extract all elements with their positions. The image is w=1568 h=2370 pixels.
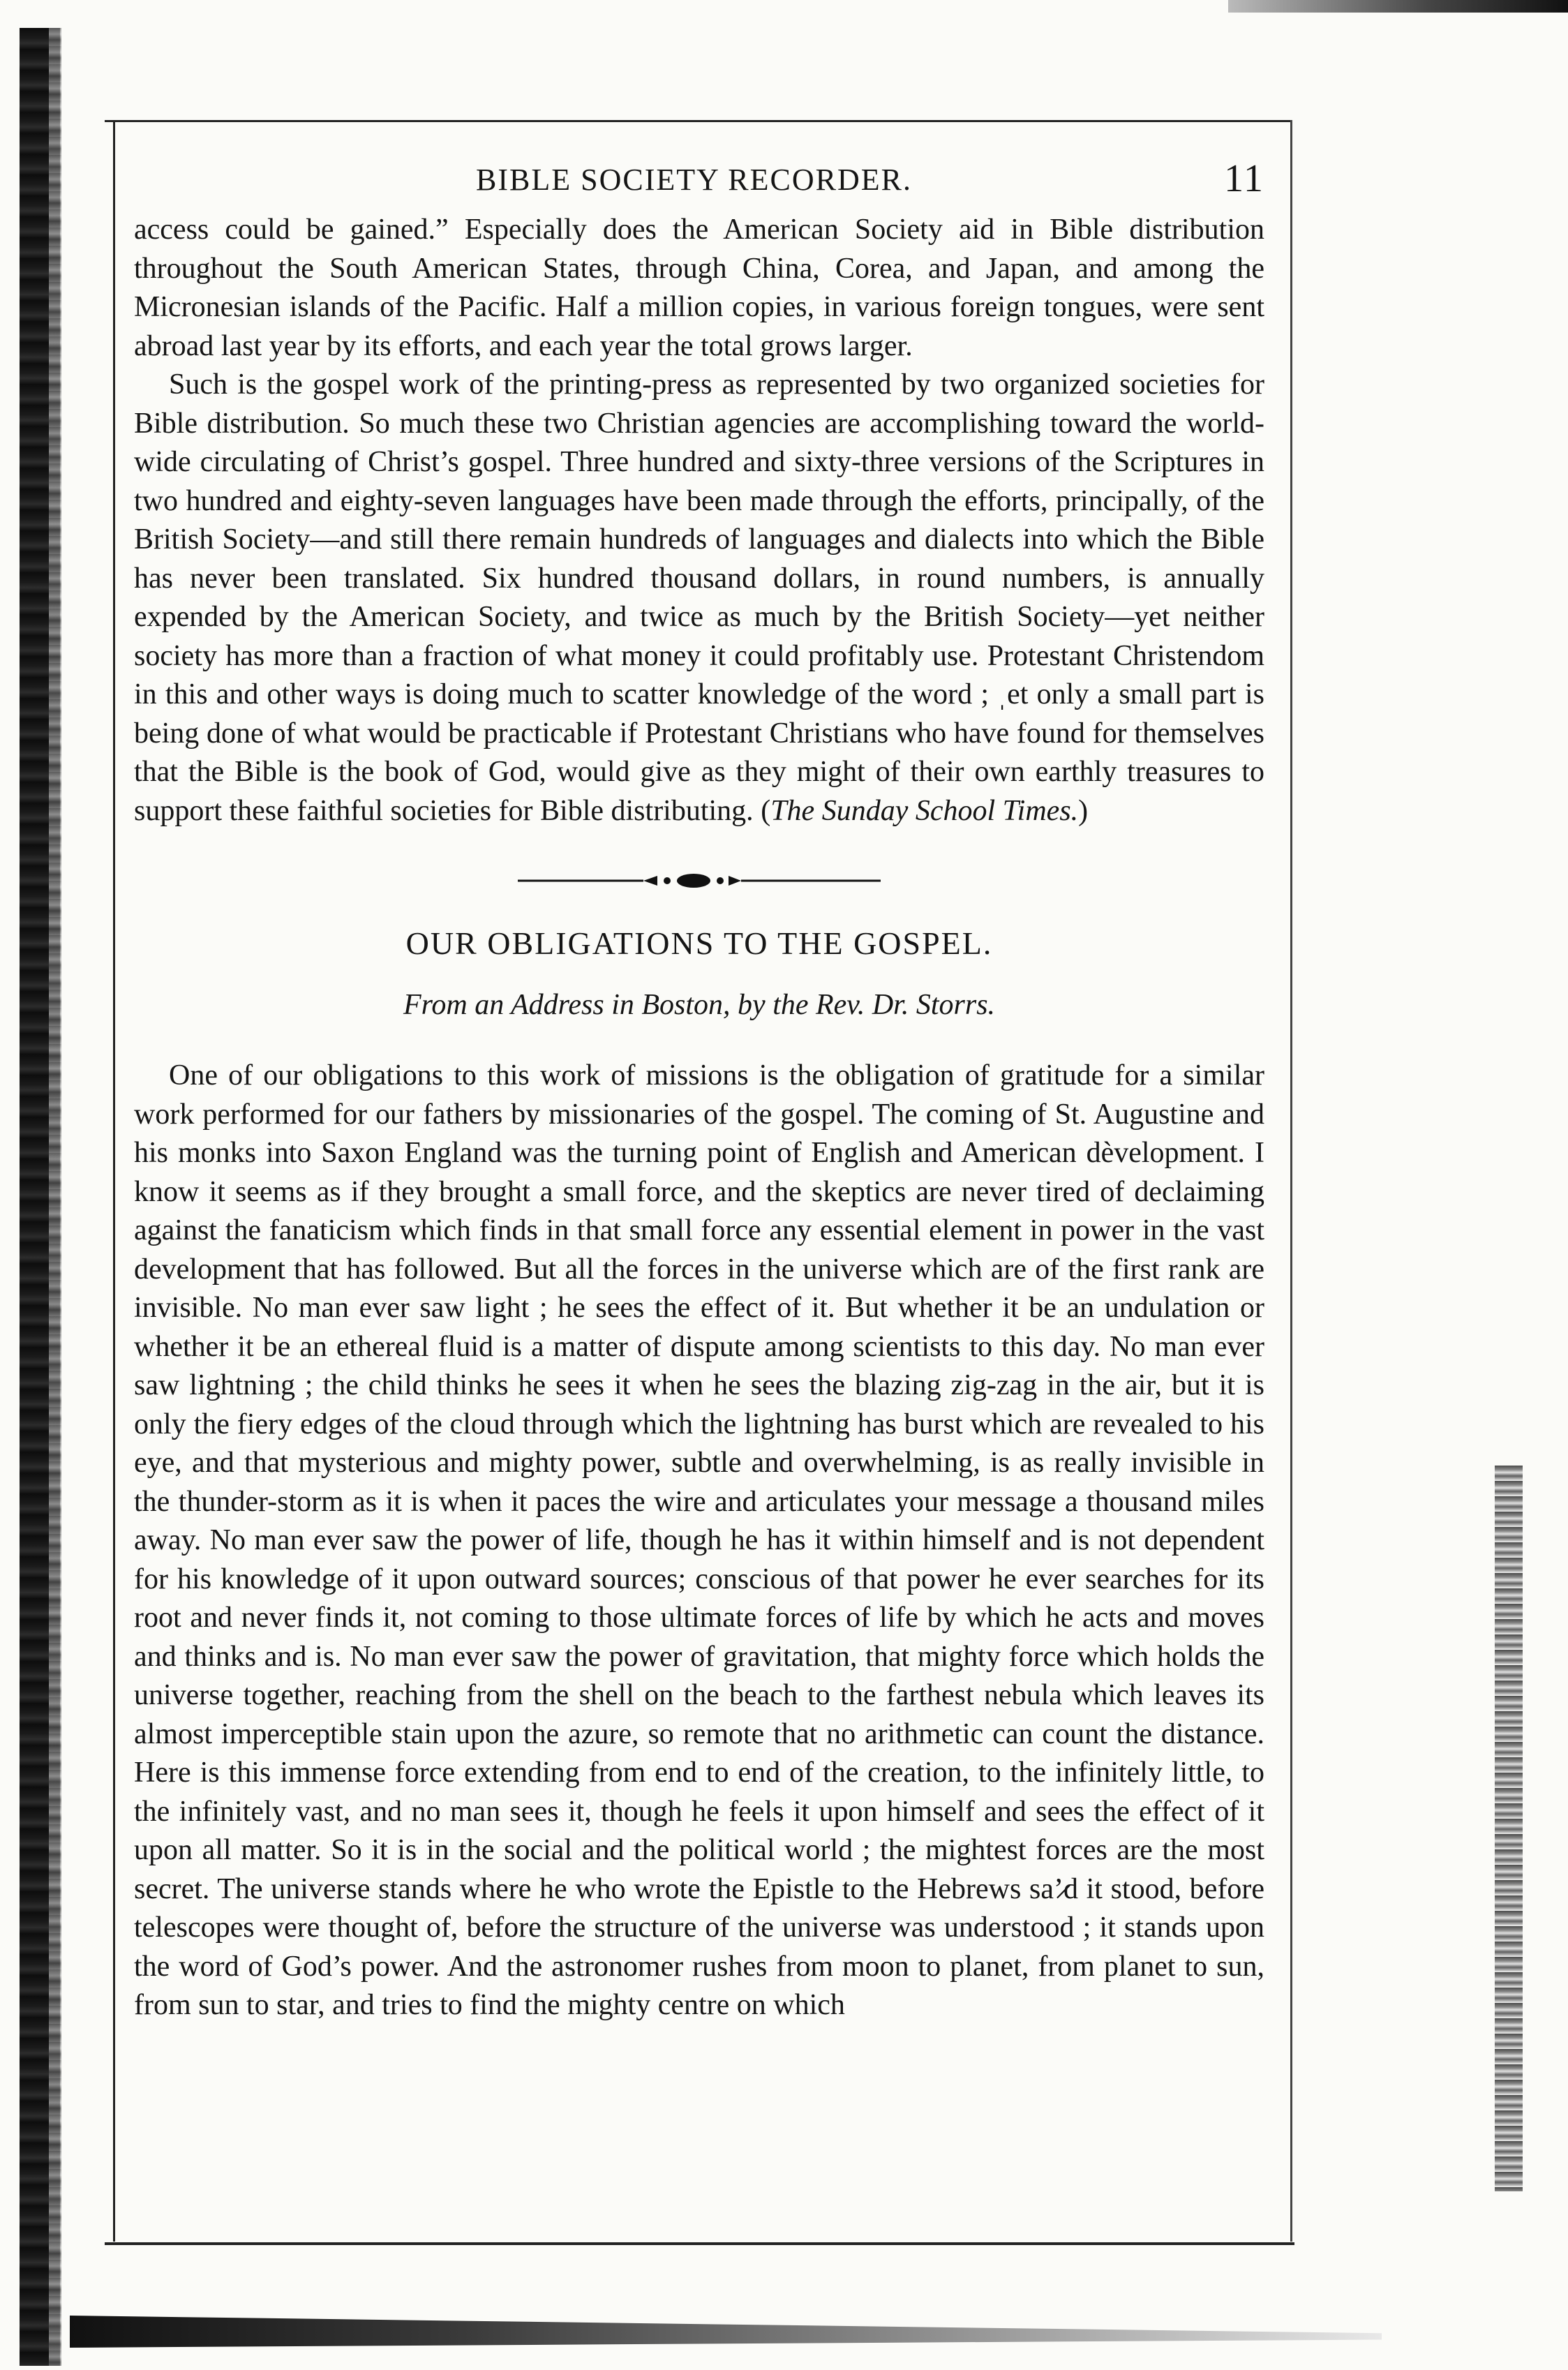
page-content — [134, 155, 1264, 2025]
source-citation: The Sunday School Times. — [770, 794, 1079, 827]
running-head — [134, 155, 1264, 211]
page-frame-bottom-rule — [105, 2242, 1294, 2245]
article2-title: OUR OBLIGATIONS TO THE GOSPEL. — [405, 925, 993, 961]
page-number: 11 — [1224, 157, 1264, 200]
article1-paragraph-1: access could be gained.” Especially does the American Society aid in Bible distribution throughout the South American States, through China, Corea, and Japan, and among the Micronesian islands of the Pacific. Half a million copies, in various foreign tongues, were sent abroad last year by its efforts, and each year the total grows larger. — [134, 214, 1264, 362]
scan-binding-highlight — [49, 28, 61, 2366]
article1-paragraph-2-text: Such is the gospel work of the printing-press as represented by two organized societies for Bible distribution. So much these two Christian agencies are accomplishing toward the world-wide circulating of Christ’s gospel. Three hundred and sixty-three versions of the Scriptures in two hundred and eighty-seven languages have been made through the efforts, principally, of the British Society—and still there remain hundreds of languages and dialects into which the Bible has never been translated. Six hundred thousand dollars, in round numbers, is annually expended by the American Society, and twice as much by the British Society—yet neither society has more than a fraction of what money it could profitably use. Protestant Christendom in this and other ways is doing much to scatter knowledge of the word ; ˌet only a small part is being done of what would be practicable if Protestant Christians who have found for themselves that the Bible is the book of God, would give as they might of their own earthly treasures to support these faithful societies for Bible distributing. — [134, 368, 1264, 827]
article2-body: One of our obligations to this work of missions is the obligation of gratitude for a similar work performed for our fathers by missionaries of the gospel. The coming of St. Augustine and his monks into Saxon England was the turning point of English and American dèvelopment. I know it seems as if they brought a small force, and the skeptics are never tired of declaiming against the fanaticism which finds in that small force any essential element in power in the vast development that has followed. But all the forces in the universe which are of the first rank are invisible. No man ever saw light ; he sees the effect of it. But whether it be an undulation or whether it be an ethereal fluid is a matter of dispute among scientists to this day. No man ever saw lightning ; the child thinks he sees it when he sees the blazing zig-zag in the air, but it is only the fiery edges of the cloud through which the lightning has burst which are revealed to his eye, and that mysterious and mighty power, subtle and overwhelming, is as really invisible in the thunder-storm as it is when it paces the wire and articulates your message a thousand miles away. No man ever saw the power of life, though he has it within himself and is not dependent for his knowledge of it upon outward sources; conscious of that power he ever searches for its root and never finds it, not coming to those ultimate forces of life by which he acts and moves and thinks and is. No man ever saw the power of gravitation, that mighty force which holds the universe together, reaching from the shell on the beach to the farthest nebula which leaves its almost imperceptible stain upon the azure, so remote that no arithmetic can count the distance. Here is this immense force extending from end to end of the creation, to the infinitely little, to the infinitely vast, and no man sees it, though he feels it upon himself and sees the effect of it upon all matter. So it is in the social and the political world ; the mightest forces are the most secret. The universe stands where he who wrote the Epistle to the Hebrews saʼ̷d it stood, before telescopes were thought of, before the structure of the universe was understood ; it stands upon the word of God’s power. And the astronomer rushes from moon to planet, from planet to sun, from sun to star, and tries to find the mighty centre on which — [134, 1059, 1264, 2021]
article2-byline: From an Address in Boston, by the Rev. Dr. Storrs. — [403, 989, 996, 1021]
scan-bottom-edge-mark — [70, 2316, 1382, 2348]
source-close-paren: ) — [1078, 794, 1089, 827]
section-divider-ornament — [518, 867, 881, 895]
scan-right-edge-noise — [1495, 1466, 1523, 2191]
source-open-paren: ( — [761, 794, 771, 827]
scan-top-edge-mark — [1228, 0, 1568, 13]
article1-paragraph-2 — [134, 366, 1264, 830]
running-title: BIBLE SOCIETY RECORDER. — [476, 163, 912, 197]
